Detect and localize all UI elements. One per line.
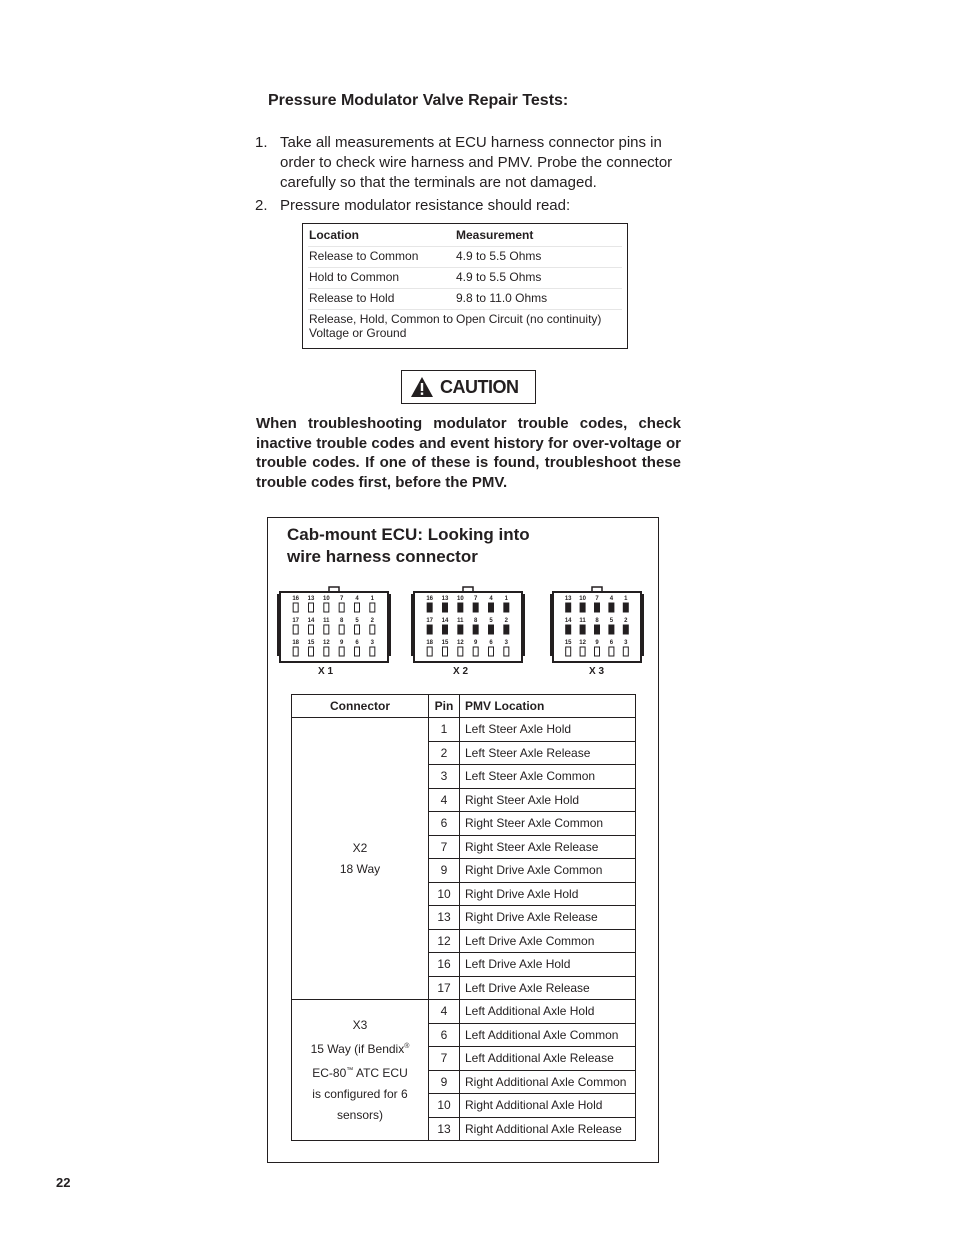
connector-latch	[277, 594, 280, 656]
location-cell: Release, Hold, Common to Voltage or Ground	[309, 312, 454, 340]
pin-cavity	[504, 603, 509, 612]
pmv-location-cell: Left Steer Axle Release	[460, 741, 636, 765]
pin-cavity	[427, 603, 432, 612]
connector-key	[463, 587, 473, 592]
pin-number-label: 8	[339, 618, 344, 624]
column-header-pin: Pin	[429, 695, 460, 718]
pin-number-label: 11	[457, 618, 464, 624]
pmv-location-cell: Right Steer Axle Hold	[460, 788, 636, 812]
pin-number-label: 15	[441, 640, 449, 646]
pin-cavity	[458, 603, 463, 612]
pin-cell: 10	[429, 882, 460, 906]
pin-cell: 17	[429, 976, 460, 1000]
pin-number-label: 8	[473, 618, 478, 624]
pmv-location-cell: Left Additional Axle Common	[460, 1023, 636, 1047]
pin-cavity	[566, 647, 571, 656]
pin-cavity	[609, 603, 614, 612]
pin-number-label: 6	[489, 640, 493, 646]
pin-cavity	[370, 625, 375, 634]
pin-cavity	[623, 603, 628, 612]
pmv-location-cell: Right Additional Axle Hold	[460, 1094, 636, 1118]
pin-number-label: 14	[564, 618, 572, 624]
pin-cell: 16	[429, 953, 460, 977]
pin-cell: 9	[429, 859, 460, 883]
location-cell: Release to Common	[309, 249, 419, 263]
pin-cell: 3	[429, 765, 460, 789]
connector-latch	[411, 594, 414, 656]
pin-cavity	[458, 647, 463, 656]
pin-cavity	[355, 647, 360, 656]
pin-cavity	[580, 647, 585, 656]
measurement-cell: 4.9 to 5.5 Ohms	[456, 249, 542, 263]
diagram-title-line: Cab-mount ECU: Looking into	[287, 525, 530, 544]
pin-cavity	[609, 625, 614, 634]
pin-cavity	[309, 603, 314, 612]
pin-cavity	[339, 647, 344, 656]
pmv-location-cell: Left Additional Axle Hold	[460, 1000, 636, 1024]
pin-cavity	[293, 625, 298, 634]
pin-cavity	[580, 603, 585, 612]
pin-number-label: 4	[609, 596, 614, 602]
pin-cell: 1	[429, 718, 460, 742]
pin-cavity	[489, 625, 494, 634]
pin-number-label: 8	[595, 618, 599, 624]
pin-number-label: 4	[489, 596, 493, 602]
pmv-location-table	[291, 694, 636, 1141]
page-number: 22	[56, 1175, 71, 1190]
pin-number-label: 14	[307, 618, 315, 624]
diagram-title-line: wire harness connector	[287, 547, 478, 566]
pmv-location-cell: Left Drive Axle Release	[460, 976, 636, 1000]
pin-cell: 7	[429, 835, 460, 859]
connector-note	[292, 1060, 428, 1084]
pin-cavity	[443, 603, 448, 612]
section-heading: Pressure Modulator Valve Repair Tests:	[268, 92, 569, 109]
connector-cell	[292, 1000, 429, 1141]
pin-number-label: 9	[473, 640, 478, 646]
pmv-location-cell: Right Steer Axle Common	[460, 812, 636, 836]
pmv-table-body	[292, 718, 636, 1141]
pin-cavity	[595, 603, 600, 612]
pin-cavity	[355, 625, 360, 634]
pin-cell: 2	[429, 741, 460, 765]
pin-cavity	[504, 647, 509, 656]
pmv-location-cell: Right Additional Axle Common	[460, 1070, 636, 1094]
pin-cavity	[623, 647, 628, 656]
step-number: 1.	[255, 134, 268, 151]
connector-way: 18 Way	[339, 861, 381, 876]
pin-cell: 12	[429, 929, 460, 953]
resistance-table	[302, 223, 628, 349]
table-header-row	[292, 695, 636, 718]
trademark-mark: ™	[346, 1066, 354, 1074]
diagram-title	[287, 524, 530, 568]
pin-cell: 13	[429, 906, 460, 930]
pin-cavity	[566, 625, 571, 634]
pin-number-label: 15	[564, 640, 572, 646]
registered-mark: ®	[404, 1042, 410, 1050]
pin-number-label: 5	[489, 618, 493, 624]
pin-number-label: 12	[579, 640, 586, 646]
pin-number-label: 14	[441, 618, 449, 624]
pin-number-label: 3	[504, 640, 509, 646]
pin-number-label: 11	[579, 618, 586, 624]
connector-note: sensors)	[336, 1107, 383, 1122]
column-header-location: Location	[309, 228, 359, 242]
measurement-cell: 4.9 to 5.5 Ohms	[456, 270, 542, 284]
pin-cell: 9	[429, 1070, 460, 1094]
pin-cavity	[595, 625, 600, 634]
connector-latch	[522, 594, 525, 656]
pin-number-label: 12	[456, 640, 464, 646]
pin-cavity	[580, 625, 585, 634]
pin-cavity	[473, 603, 478, 612]
pin-cavity	[324, 647, 329, 656]
pin-number-label: 1	[624, 596, 628, 602]
pin-number-label: 17	[426, 618, 434, 624]
steps-list	[255, 133, 685, 219]
pin-cell: 6	[429, 1023, 460, 1047]
pin-number-label: 11	[323, 618, 330, 624]
connector-key	[592, 587, 602, 592]
connector-diagram-box	[267, 517, 659, 1163]
column-header-measurement: Measurement	[456, 228, 534, 242]
pin-number-label: 13	[307, 596, 315, 602]
pin-cavity	[566, 603, 571, 612]
pin-cavity	[458, 625, 463, 634]
list-item	[255, 133, 685, 193]
connector-latch	[388, 594, 391, 656]
connector-label-x1: X 1	[318, 666, 334, 677]
pin-cavity	[339, 603, 344, 612]
pin-cavity	[427, 647, 432, 656]
pin-cavity	[324, 603, 329, 612]
pin-number-label: 2	[504, 618, 509, 624]
warning-triangle-icon	[410, 376, 434, 398]
connector-name: X2	[352, 840, 368, 855]
pin-cavity	[623, 625, 628, 634]
list-item	[255, 196, 685, 216]
pin-number-label: 16	[426, 596, 434, 602]
pin-cavity	[473, 647, 478, 656]
connector-key	[329, 587, 339, 592]
measurement-cell: 9.8 to 11.0 Ohms	[456, 291, 548, 305]
pin-cavity	[293, 647, 298, 656]
pin-number-label: 9	[339, 640, 344, 646]
pin-number-label: 6	[355, 640, 359, 646]
pin-number-label: 18	[292, 640, 300, 646]
pmv-location-cell: Right Drive Axle Release	[460, 906, 636, 930]
pin-cell: 4	[429, 788, 460, 812]
pin-cavity	[370, 603, 375, 612]
connector-label-x2: X 2	[453, 666, 469, 677]
pin-cavity	[370, 647, 375, 656]
pin-cavity	[473, 625, 478, 634]
pin-number-label: 9	[595, 640, 599, 646]
pin-cavity	[355, 603, 360, 612]
warning-paragraph: When troubleshooting modulator trouble codes, check inactive trouble codes and event history for over-voltage or trouble codes. If one of these is found, troubleshoot these trouble codes first, before the PMV.	[256, 415, 681, 491]
pin-number-label: 10	[456, 596, 464, 602]
pmv-location-cell: Left Drive Axle Hold	[460, 953, 636, 977]
location-cell: Release to Hold	[309, 291, 395, 305]
connector-latch	[641, 594, 644, 656]
pmv-location-cell: Right Steer Axle Release	[460, 835, 636, 859]
table-row	[292, 1000, 636, 1024]
pin-cell: 13	[429, 1117, 460, 1141]
pin-cell: 7	[429, 1047, 460, 1071]
column-header-connector: Connector	[292, 695, 429, 718]
connector-note-text: 15 Way (if Bendix	[310, 1041, 405, 1056]
measurement-cell: Open Circuit (no continuity)	[456, 312, 602, 326]
pin-cavity	[339, 625, 344, 634]
pin-cell: 6	[429, 812, 460, 836]
pin-cavity	[489, 647, 494, 656]
pin-number-label: 18	[426, 640, 434, 646]
connector-note-text: ATC ECU	[353, 1065, 408, 1080]
pin-cavity	[427, 625, 432, 634]
pin-cavity	[309, 625, 314, 634]
pin-number-label: 7	[595, 596, 599, 602]
pin-cavity	[609, 647, 614, 656]
connector-drawings	[268, 580, 658, 695]
location-cell: Hold to Common	[309, 270, 400, 284]
pin-number-label: 1	[504, 596, 509, 602]
pin-number-label: 2	[370, 618, 375, 624]
pin-number-label: 10	[579, 596, 586, 602]
step-text: Pressure modulator resistance should read:	[280, 197, 571, 214]
pin-cavity	[443, 625, 448, 634]
pin-cell: 4	[429, 1000, 460, 1024]
caution-box	[401, 370, 536, 404]
pin-number-label: 6	[609, 640, 614, 646]
pin-number-label: 13	[564, 596, 572, 602]
connector-latch	[550, 594, 553, 656]
pin-number-label: 4	[355, 596, 359, 602]
pmv-location-cell: Left Steer Axle Hold	[460, 718, 636, 742]
column-header-pmv-location: PMV Location	[460, 695, 636, 718]
pmv-location-cell: Right Drive Axle Hold	[460, 882, 636, 906]
pin-cavity	[309, 647, 314, 656]
pin-number-label: 15	[307, 640, 315, 646]
pin-cavity	[293, 603, 298, 612]
connector-note-text: EC-80	[312, 1065, 347, 1080]
connector-name: X3	[352, 1017, 368, 1032]
pin-number-label: 5	[609, 618, 614, 624]
pin-number-label: 12	[322, 640, 330, 646]
pin-cell: 10	[429, 1094, 460, 1118]
pmv-location-cell: Left Drive Axle Common	[460, 929, 636, 953]
connector-cell	[292, 718, 429, 1000]
pin-number-label: 7	[339, 596, 344, 602]
connector-note: is configured for 6	[312, 1086, 408, 1101]
pin-number-label: 3	[370, 640, 375, 646]
pin-cavity	[489, 603, 494, 612]
pin-number-label: 3	[624, 640, 628, 646]
pin-number-label: 13	[441, 596, 449, 602]
pmv-location-cell: Left Additional Axle Release	[460, 1047, 636, 1071]
pin-number-label: 7	[473, 596, 478, 602]
pin-number-label: 16	[292, 596, 300, 602]
step-text: Take all measurements at ECU harness connector pins in order to check wire harness and PMV. Probe the connector carefully so that the terminals are not damaged.	[280, 134, 673, 191]
pin-cavity	[324, 625, 329, 634]
pin-cavity	[443, 647, 448, 656]
caution-label: CAUTION	[440, 377, 519, 397]
pmv-location-cell: Right Drive Axle Common	[460, 859, 636, 883]
pmv-location-cell: Left Steer Axle Common	[460, 765, 636, 789]
pin-number-label: 2	[624, 618, 628, 624]
pin-number-label: 17	[292, 618, 300, 624]
pmv-location-cell: Right Additional Axle Release	[460, 1117, 636, 1141]
pin-cavity	[595, 647, 600, 656]
table-row	[292, 718, 636, 742]
step-number: 2.	[255, 197, 268, 214]
pin-number-label: 10	[322, 596, 330, 602]
connector-note	[292, 1036, 428, 1060]
pin-cavity	[504, 625, 509, 634]
pin-number-label: 5	[355, 618, 359, 624]
pin-number-label: 1	[370, 596, 375, 602]
connector-label-x3: X 3	[589, 666, 605, 677]
